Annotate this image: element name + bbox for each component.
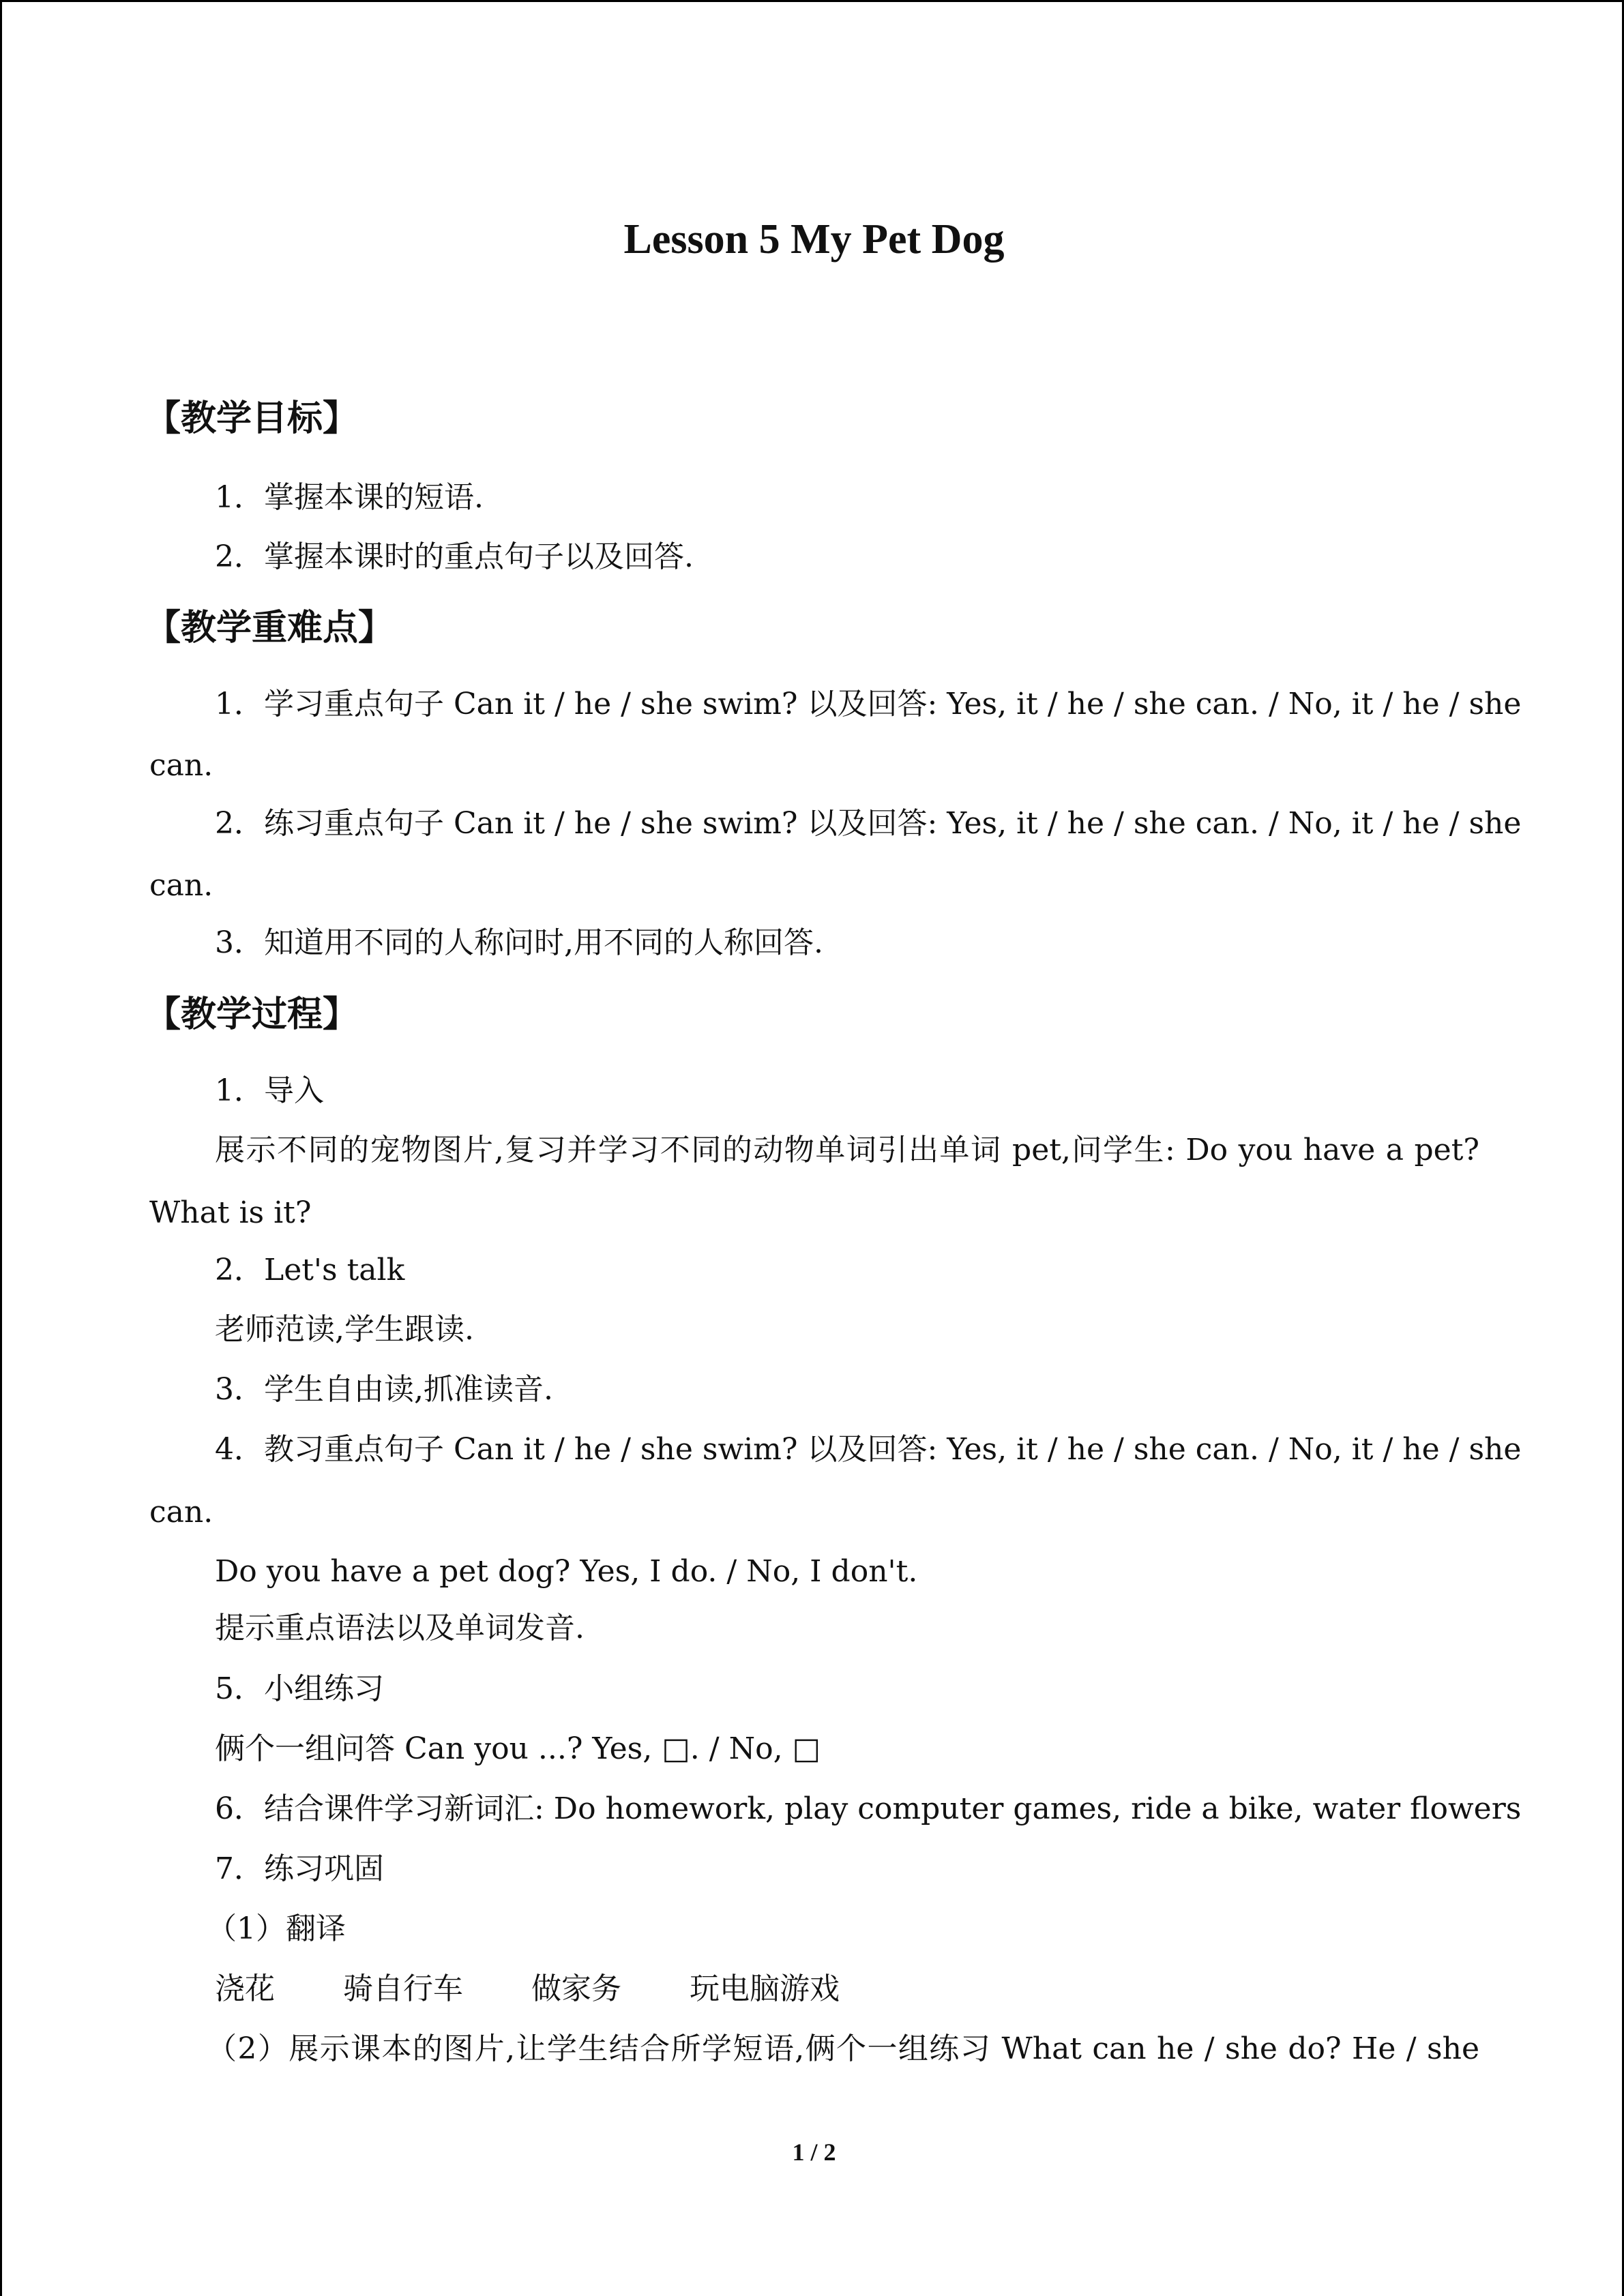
process-text-continued: can. — [149, 1495, 213, 1530]
translation-words — [215, 1971, 840, 2006]
process-step: 2．Let's talk — [215, 1253, 405, 1287]
key-point-item: 3．知道用不同的人称问时,用不同的人称回答. — [215, 925, 823, 960]
key-points-heading: 【教学重难点】 — [145, 608, 394, 648]
process-text: 展示不同的宠物图片,复习并学习不同的动物单词引出单词 pet,问学生: Do you have a pet? — [215, 1133, 1479, 1167]
process-step: 6．结合课件学习新词汇: Do homework, play computer games, ride a bike, water flowers — [215, 1791, 1522, 1826]
process-sub-step: （2）展示课本的图片,让学生结合所学短语,俩个一组练习 What can he / she do? He / she — [207, 2031, 1479, 2066]
key-point-item-continued: can. — [149, 748, 213, 783]
process-sub-step: （1）翻译 — [207, 1911, 346, 1946]
process-text-continued: What is it? — [149, 1195, 312, 1230]
objective-item: 1．掌握本课的短语. — [215, 480, 484, 515]
word-item: 做家务 — [531, 1971, 621, 2006]
key-point-item: 1．学习重点句子 Can it / he / she swim? 以及回答: Yes, it / he / she can. / No, it / he / she — [215, 687, 1522, 721]
lesson-title: Lesson 5 My Pet Dog — [623, 216, 1005, 263]
word-item: 骑自行车 — [343, 1971, 463, 2006]
key-point-item: 2．练习重点句子 Can it / he / she swim? 以及回答: Yes, it / he / she can. / No, it / he / she — [215, 806, 1522, 841]
process-text: Do you have a pet dog? Yes, I do. / No, I don't. — [215, 1554, 918, 1589]
page-number: 1 / 2 — [792, 2138, 836, 2166]
process-step: 5．小组练习 — [215, 1671, 384, 1706]
objective-item: 2．掌握本课时的重点句子以及回答. — [215, 539, 694, 574]
process-step: 7．练习巩固 — [215, 1851, 384, 1886]
process-text: 老师范读,学生跟读. — [215, 1312, 474, 1347]
objectives-heading: 【教学目标】 — [145, 398, 359, 439]
process-heading: 【教学过程】 — [145, 994, 359, 1035]
process-step: 1．导入 — [215, 1073, 324, 1108]
key-point-item-continued: can. — [149, 868, 213, 903]
process-step: 4．教习重点句子 Can it / he / she swim? 以及回答: Yes, it / he / she can. / No, it / he / she — [215, 1432, 1522, 1467]
process-text: 提示重点语法以及单词发音. — [215, 1611, 585, 1645]
process-step: 3．学生自由读,抓准读音. — [215, 1372, 553, 1407]
word-item: 玩电脑游戏 — [690, 1971, 840, 2006]
process-text: 俩个一组问答 Can you ...? Yes, □. / No, □ — [215, 1731, 821, 1766]
word-item: 浇花 — [215, 1971, 275, 2006]
